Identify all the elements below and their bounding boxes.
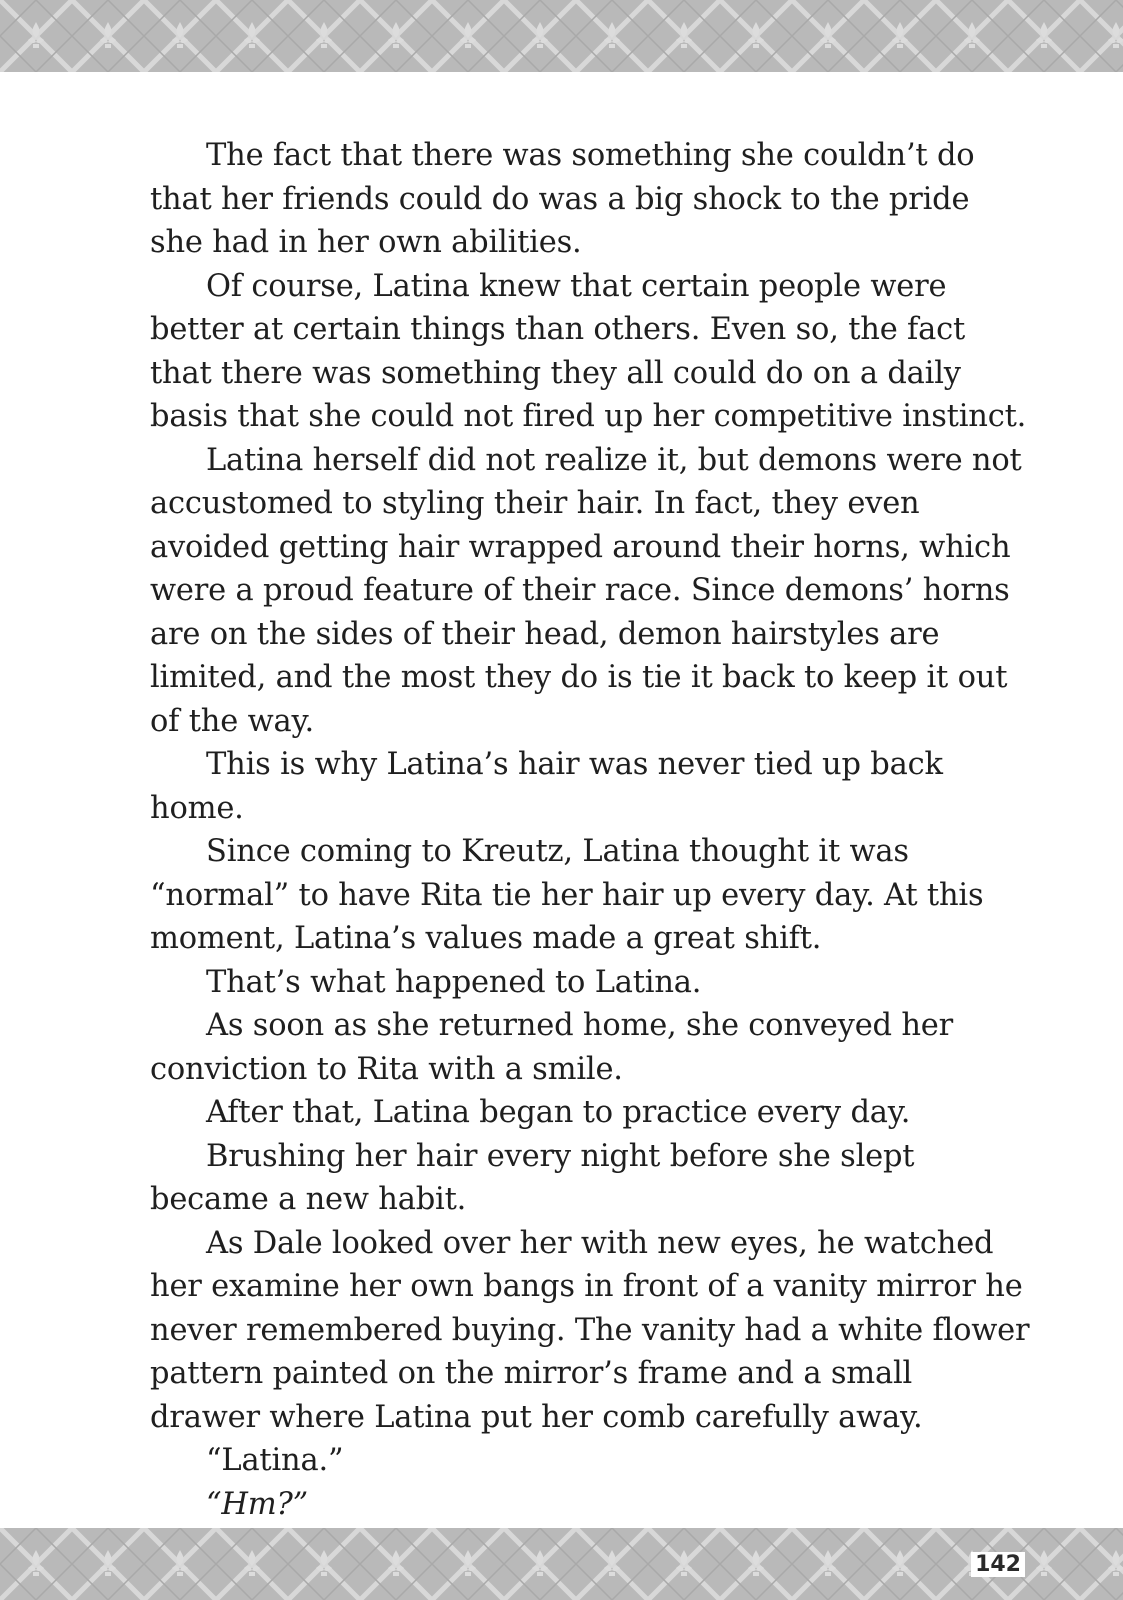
chapter-text (150, 134, 1030, 1526)
page-number: 142 (971, 1552, 1025, 1577)
paragraph: This is why Latina’s hair was never tied up back home. (150, 747, 943, 826)
top-decorative-band (0, 0, 1123, 72)
top-pattern-graphic (0, 0, 1123, 72)
paragraph: As Dale looked over her with new eyes, he watched her examine her own bangs in front of a vanity mirror he never remembered buying. The vanity had a white flower pattern painted on the mirror’s frame and a small drawer where Latina put her comb carefully away. (150, 1225, 1030, 1435)
paragraph: That’s what happened to Latina. (206, 964, 702, 1000)
dialogue-line-italic: “Hm?” (206, 1486, 309, 1522)
bottom-decorative-band (0, 1528, 1123, 1600)
paragraph: Of course, Latina knew that certain people were better at certain things than others. Even so, the fact that there was something they all could do on a daily basis that she could not fired up her competitive instinct. (150, 268, 1027, 434)
bottom-pattern-graphic (0, 1528, 1123, 1600)
paragraph: Brushing her hair every night before she slept became a new habit. (150, 1138, 915, 1217)
paragraph: The fact that there was something she couldn’t do that her friends could do was a big shock to the pride she had in her own abilities. (150, 138, 975, 260)
dialogue-line: “Latina.” (206, 1443, 344, 1478)
paragraph: After that, Latina began to practice every day. (206, 1095, 911, 1130)
paragraph: Latina herself did not realize it, but demons were not accustomed to styling their hair. In fact, they even avoided getting hair wrapped around their horns, which were a proud feature of their race. Since demons’ horns are on the sides of their head, demon hairstyles are limited, and the most they do is tie it back to keep it out of the way. (150, 442, 1022, 739)
paragraph: As soon as she returned home, she conveyed her conviction to Rita with a smile. (150, 1008, 954, 1087)
paragraph: Since coming to Kreutz, Latina thought it was “normal” to have Rita tie her hair up every day. At this moment, Latina’s values made a great shift. (150, 834, 984, 956)
